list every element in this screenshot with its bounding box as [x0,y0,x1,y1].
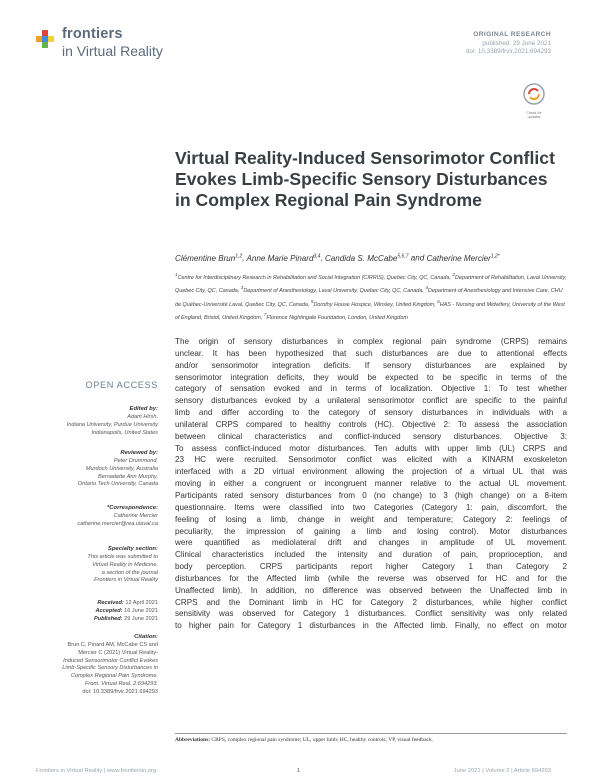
correspondence-email[interactable]: catherine.mercier@rea.ulaval.ca [77,520,158,527]
article-meta [466,31,551,57]
author-name[interactable]: Catherine Mercier$^{1,2*}$ [426,253,500,263]
abstract-line: Unaffected limb). In addition, no difference was observed between the Unaffected limb in [175,585,567,595]
citation-section: Citation: Brun C, Pinard AM, McCabe CS and Mercier C (2021) Virtual Reality- Induced Sensorimotor Conflict Evokes Limb-Specific Sensory Disturbances in Complex Regional Pain Syndrome. Front. Virtual Real. 2:694293. doi: 10.3389/frvir.2021.694293 [40,634,158,697]
author-name[interactable]: Candida S. McCabe$^{5,6,7}$ [324,253,409,263]
edited-by-section: Edited by: Adam Hirsh, Indiana University, Purdue University Indianapolis, United States [66,406,158,436]
abstract-line: 23 HC were recruited. Sensorimotor conflict was elicited with a KINARM exoskeleton [175,455,567,465]
abstract-line: and/or sensorimotor integration deficits. If sensory disturbances are explained by [175,360,567,370]
abstract-line: Participants rated sensory disturbances from 0 (no change) to 3 (high change) on a 8-item [175,490,567,500]
abstract-line: moving in either a congruent or incongruent manner relative to the actual UL movement. [175,479,567,489]
abstract-line: CRPS and the Dominant limb in HC for Category 2 disturbances, while higher conflict [175,597,567,607]
author-list: Clémentine Brun$^{1,2}$, Anne Marie Pinard$^{3,4}$, Candida S. McCabe$^{5,6,7}$ and Catherine Mercier$^{1,2*}$ [175,253,500,263]
abstract-line: between clinical characteristics and conflict-induced sensory disturbances. Objective 3: [175,431,567,441]
abstract-line: feeling of losing a limb, change in weight and temperature; Category 2: feelings of [175,514,567,524]
correspondence-section: *Correspondence: Catherine Mercier catherine.mercier@rea.ulaval.ca [40,505,158,529]
check-updates-label: Check for updates [526,111,542,119]
abbreviations: Abbreviations: CRPS, complex regional pain syndrome; UL, upper limb; HC, healthy controls; VP, visual feedback. [175,737,434,743]
abstract-line: limb and differ according to the category of sensory disturbances in individuals with a [175,408,567,418]
abstract-line: to higher pain for Category 1 disturbances in the Affected limb. Finally, no effect on motor [175,621,567,631]
check-for-updates-badge[interactable] [522,82,546,119]
check-updates-icon [522,82,546,106]
journal-logo[interactable] [34,26,184,66]
abbreviations-divider [175,733,567,734]
abstract-line: sensory disturbances evoked by a unilateral sensorimotor conflict are specific to the painful [175,396,567,406]
abstract-line: questionnaire. Items were classified into two Categories (Category 1: pain, discomfort, the [175,502,567,512]
author-name[interactable]: Clémentine Brun$^{1,2}$ [175,253,243,263]
frontiers-logo-icon [34,28,58,50]
affiliations: $^1$Centre for Interdisciplinary Research in Rehabilitation and Social Integration (CIRRIS), Quebec City, QC, Canada, $^2$Department of Rehabilitation, Laval University, Quebec City, QC, Canada, $^3$Department of Anesthesiology, Laval University, Quebec City, QC, Canada, $^4$Department of Anesthesiology and Intensive Care, CHU de Québec-Université Laval, Quebec City, QC, Canada, $^5$Dorothy House Hospice, Winsley, United Kingdom, $^6$HAS - Nursing and Midwifery, University of the West of England, Bristol, United Kingdom, $^7$Florence Nightingale Foundation, London, United Kingdom [175,272,567,322]
abstract-line: unclear. It has been hypothesized that such disturbances are due to attentional effects [175,348,567,358]
abstract-line: Clinical characteristics included the intensity and duration of pain, proprioception, and [175,550,567,560]
author-name[interactable]: Anne Marie Pinard$^{3,4}$ [246,253,321,263]
abstract-line: sensorimotor integration deficits, they would be expected to be specific in terms of the [175,372,567,382]
abstract-line: category of sensation evoked and in terms of localization. Objective 1: To test whether [175,384,567,394]
abstract-line: were quantified as mediolateral drift and changes in amplitude of UL movement. [175,538,567,548]
abstract [175,336,567,632]
abstract-line: sensitivity was observed for Category 1 disturbances. Conflict sensitivity was only related [175,609,567,619]
logo-wordmark: frontiers [62,26,123,42]
abstract-line: peculiarity, the impression of gaining a limb and losing control). Motor disturbances [175,526,567,536]
reviewed-by-section: Reviewed by: Peter Drummond, Murdoch University, Australia Bernadette Ann Murphy, Ontario Tech University, Canada [77,450,158,488]
abstract-line: The origin of sensory disturbances in complex regional pain syndrome (CRPS) remains [175,337,567,346]
dates-section: Received: 12 April 2021 Accepted: 16 June 2021 Published: 29 June 2021 [93,600,158,622]
abstract-line: body perception. CRPS participants report higher Category 1 than Category 2 [175,562,567,572]
article-title: Virtual Reality-Induced Sensorimotor Conflict Evokes Limb-Specific Sensory Disturbances in Complex Regional Pain Syndrome [175,148,555,210]
footer-journal[interactable]: Frontiers in Virtual Reality | www.frontiersin.org [36,768,157,774]
abstract-line: To assess conflict-induced motor disturbances. Ten adults with upper limb (UL) CRPS and [175,443,567,453]
published-date: published: 29 June 2021 [482,39,551,47]
citation-doi[interactable]: doi: 10.3389/frvir.2021.694293 [82,688,158,695]
page-number: 1 [297,768,301,774]
abstract-line: interfaced with a 2D virtual environment allowing the projection of a virtual UL that was [175,467,567,477]
logo-journal-name: in Virtual Reality [62,43,163,59]
abstract-line: disturbances for the Affected limb (while the reverse was observed for HC and for the [175,573,567,583]
specialty-section: Specialty section: This article was submitted to Virtual Reality in Medicine, a section of the journal Frontiers in Virtual Reality [87,546,158,584]
footer-volume: June 2021 | Volume 2 | Article 694293 [453,768,551,774]
article-type: ORIGINAL RESEARCH [473,31,551,38]
abstract-line: unilateral CRPS compared to healthy controls (HC). Objective 2: To assess the association [175,419,567,429]
article-doi[interactable]: doi: 10.3389/frvir.2021.694293 [465,48,551,56]
open-access-label: OPEN ACCESS [85,380,158,390]
